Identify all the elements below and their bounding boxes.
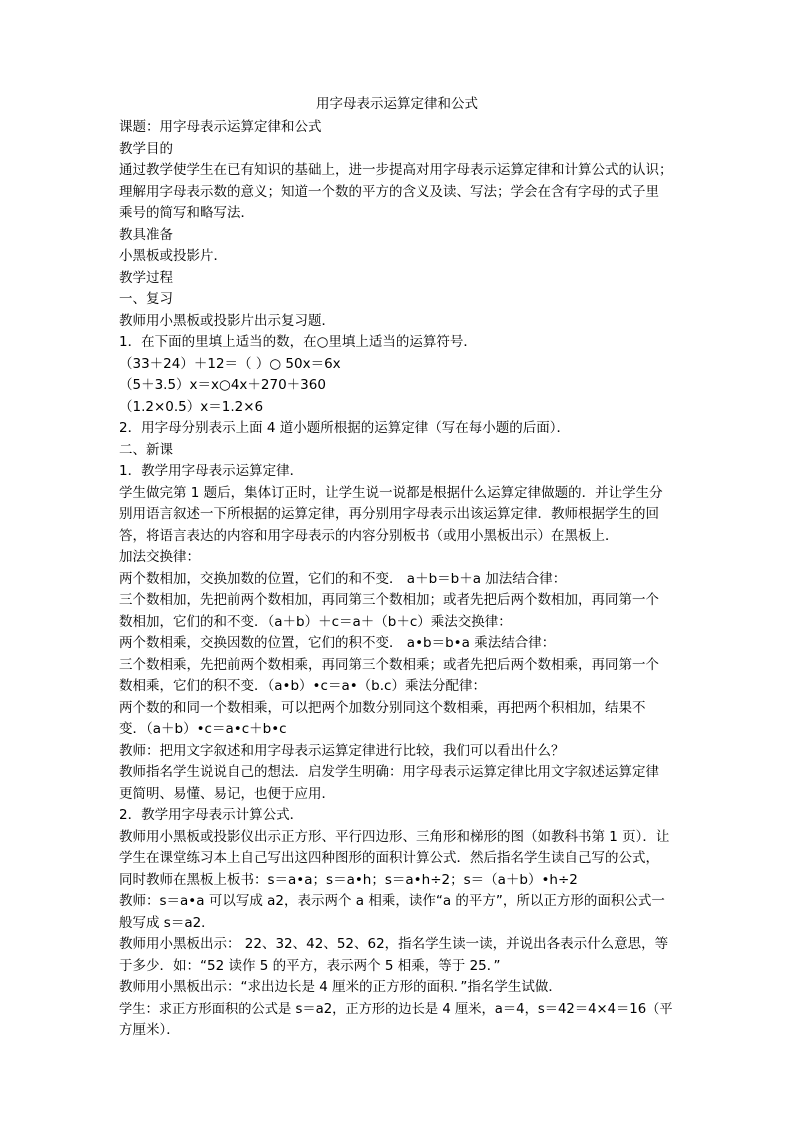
text-line: 二、新课 [119, 441, 173, 458]
text-line: 教具准备 [119, 226, 173, 243]
text-line: 一、复习 [119, 291, 173, 307]
text-line: 教学目的 [119, 140, 173, 157]
text-line: 乘号的简写和略写法． [119, 205, 254, 221]
text-line: 1．在下面的里填上适当的数，在○里填上适当的运算符号． [119, 334, 477, 350]
text-line: 两个数的和同一个数相乘，可以把两个加数分别同这个数相乘，再把两个积相加，结果不 [119, 699, 646, 716]
text-line: 别用语言叙述一下所根据的运算定律，再分别用字母表示出该运算定律．教师根据学生的回 [119, 506, 659, 522]
text-line: 答，将语言表达的内容和用字母表示的内容分别板书（或用小黑板出示）在黑板上． [119, 527, 619, 544]
text-line: 教师用小黑板或投影片出示复习题． [119, 312, 335, 329]
text-line: 般写成 s＝a2． [119, 914, 215, 931]
text-line: 两个数相乘，交换因数的位置，它们的积不变． a•b＝b•a 乘法结合律： [119, 635, 556, 651]
text-line: 教学过程 [119, 269, 173, 286]
document-body [119, 117, 675, 1042]
text-line: 教师：s＝a•a 可以写成 a2，表示两个 a 相乘，读作“a 的平方”，所以正方形的面积公式一 [119, 893, 665, 909]
text-line: 同时教师在黑板上板书：s＝a•a；s＝a•h；s＝a•h÷2；s＝（a＋b）•h÷2 [119, 871, 578, 888]
text-line: 数相加，它们的和不变．（a＋b）＋c＝a＋（b＋c）乘法交换律： [119, 613, 512, 630]
text-line: 通过教学使学生在已有知识的基础上，进一步提高对用字母表示运算定律和计算公式的认识； [119, 162, 673, 178]
text-line: （5＋3.5）x＝x○4x＋270＋360 [119, 377, 326, 393]
text-line: 2．教学用字母表示计算公式． [119, 807, 304, 823]
text-line: 教师用小黑板或投影仪出示正方形、平行四边形、三角形和梯形的图（如教科书第 1 页）．让 [119, 828, 670, 845]
text-line: 学生在课堂练习本上自己写出这四种图形的面积计算公式．然后指名学生读自己写的公式， [119, 850, 659, 866]
text-line: 方厘米）． [119, 1022, 180, 1038]
text-line: （33＋24）＋12＝（ ）○ 50x＝6x [119, 355, 341, 372]
text-line: 加法交换律： [119, 549, 200, 565]
text-line: 学生：求正方形面积的公式是 s＝a2，正方形的边长是 4 厘米，a＝4，s＝42＝4×4＝16（平 [119, 1001, 673, 1017]
text-line: 2．用字母分别表示上面 4 道小题所根据的运算定律（写在每小题的后面）． [119, 420, 571, 436]
text-line: 三个数相加，先把前两个数相加，再同第三个数相加；或者先把后两个数相加，再同第一个 [119, 592, 659, 608]
text-line: 教师用小黑板出示：“求出边长是 4 厘米的正方形的面积．”指名学生试做． [119, 979, 562, 995]
document-title: 用字母表示运算定律和公式 [316, 96, 478, 112]
text-line: 于多少．如：“52 读作 5 的平方，表示两个 5 相乘，等于 25．” [119, 957, 501, 974]
text-line: 理解用字母表示数的意义；知道一个数的平方的含义及读、写法；学会在含有字母的式子里 [119, 183, 659, 200]
text-line: 学生做完第 1 题后，集体订正时，让学生说一说都是根据什么运算定律做题的．并让学生分 [119, 484, 663, 501]
text-line: 更简明、易懂、易记，也便于应用． [119, 785, 335, 802]
text-line: 三个数相乘，先把前两个数相乘，再同第三个数相乘；或者先把后两个数相乘，再同第一个 [119, 656, 659, 673]
text-line: 教师用小黑板出示： 22、32、42、52、62，指名学生读一读，并说出各表示什么意思，等 [119, 936, 669, 952]
text-line: 教师：把用文字叙述和用字母表示运算定律进行比较，我们可以看出什么？ [119, 742, 565, 759]
text-line: 小黑板或投影片． [119, 248, 227, 264]
text-line: 课题：用字母表示运算定律和公式 [119, 119, 322, 135]
text-line: 1．教学用字母表示运算定律． [119, 463, 304, 479]
text-line: 两个数相加，交换加数的位置，它们的和不变． a＋b＝b＋a 加法结合律： [119, 570, 567, 587]
text-line: 教师指名学生说说自己的想法．启发学生明确：用字母表示运算定律比用文字叙述运算定律 [119, 764, 659, 780]
text-line: 数相乘，它们的积不变．（a•b）•c＝a•（b.c）乘法分配律： [119, 678, 486, 694]
text-line: （1.2×0.5）x＝1.2×6 [119, 398, 264, 415]
text-line: 变．（a＋b）•c＝a•c＋b•c [119, 721, 287, 737]
